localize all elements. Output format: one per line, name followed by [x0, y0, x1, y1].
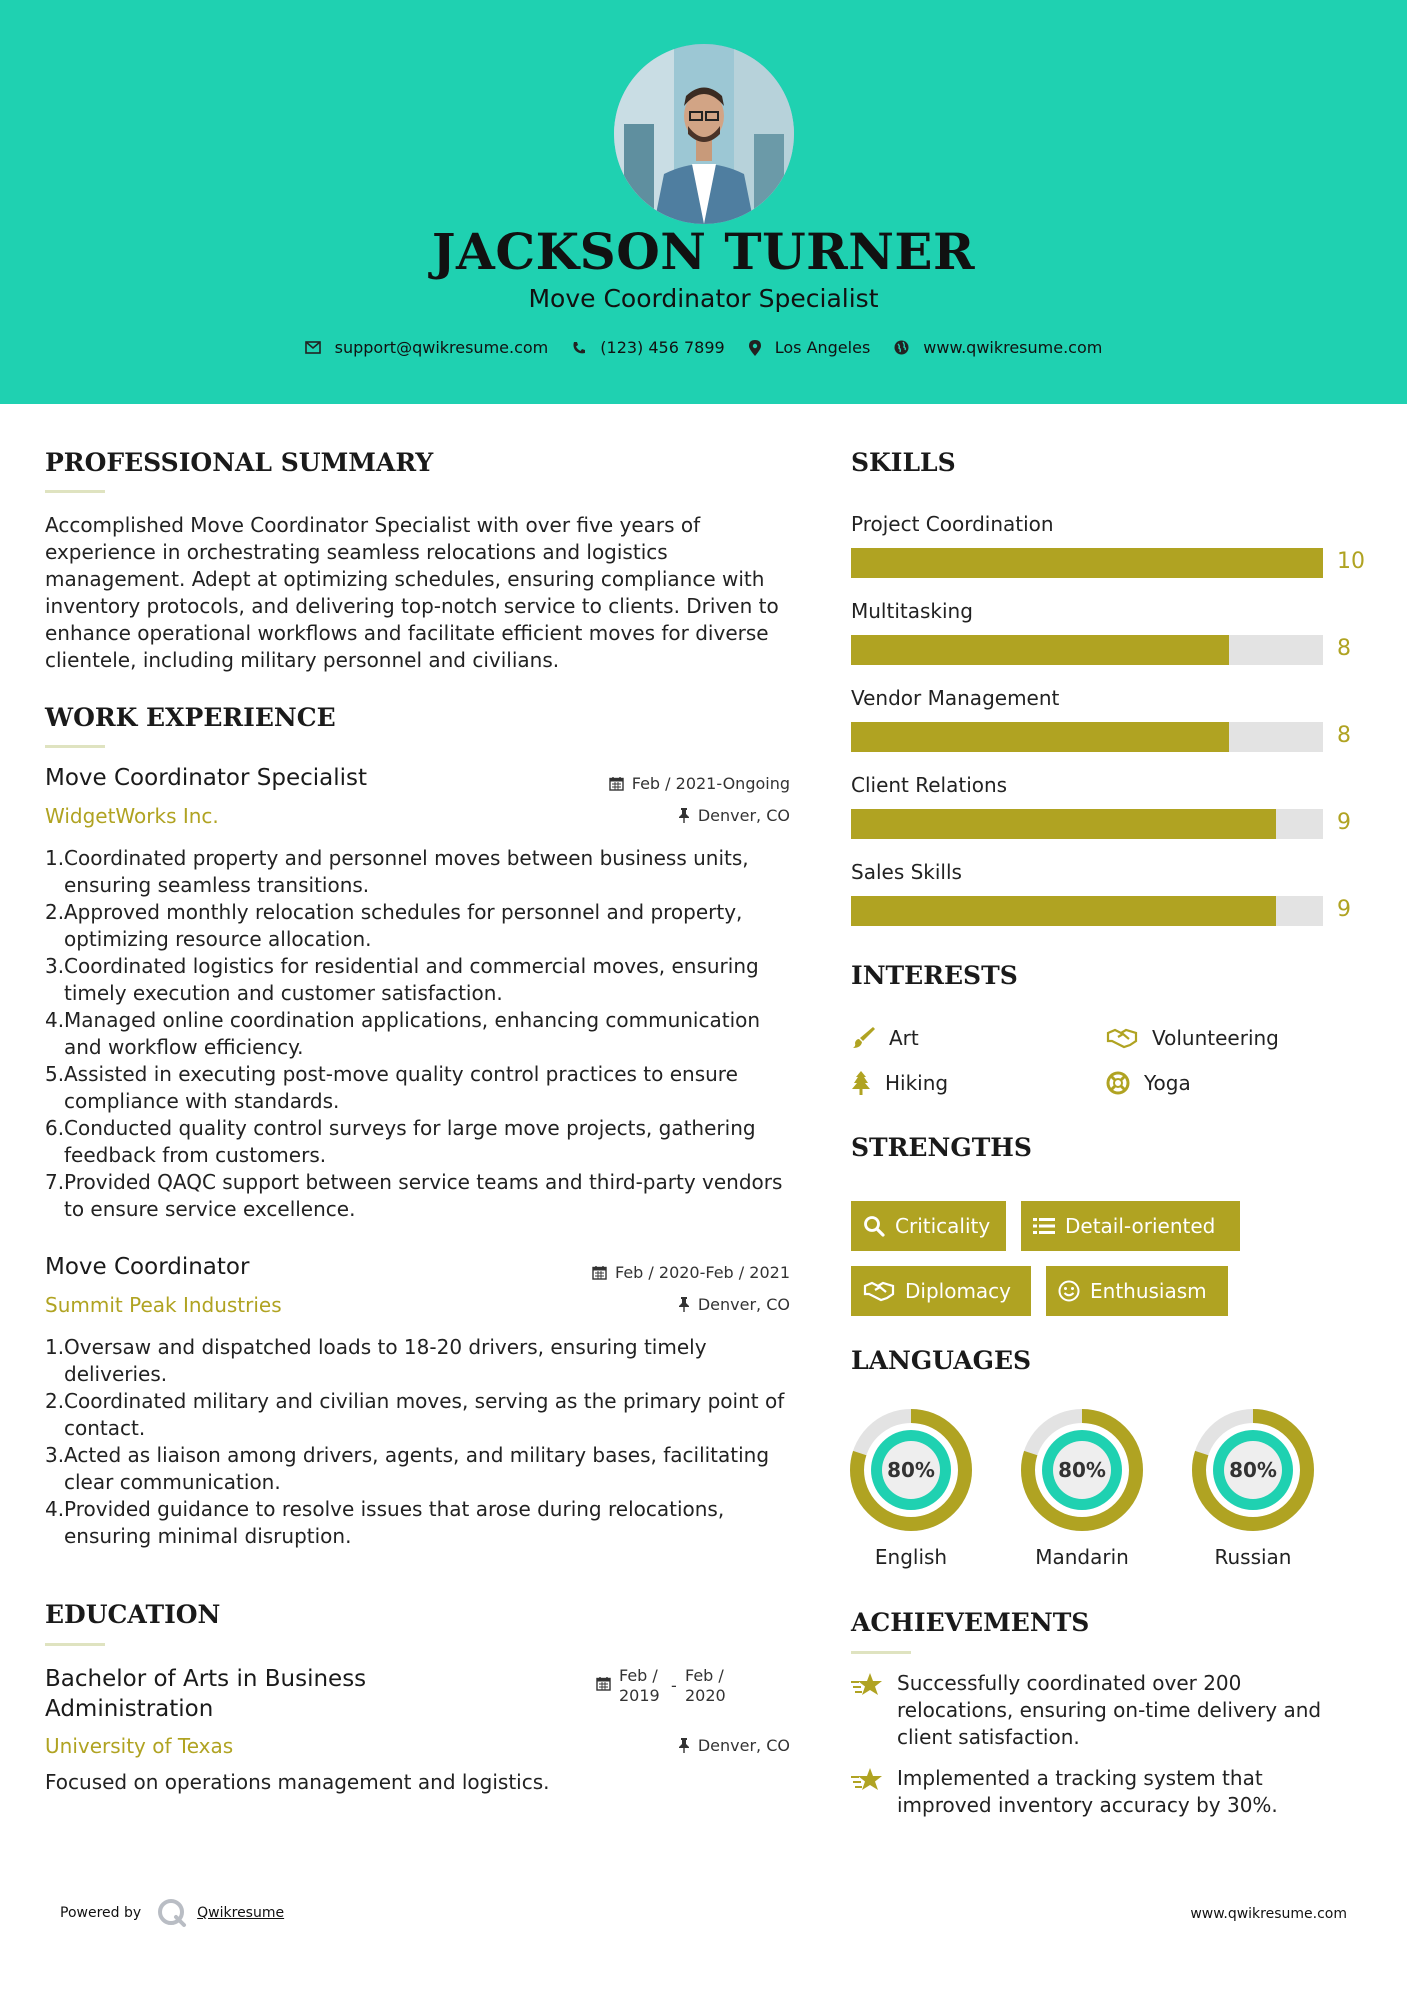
resume-header [0, 0, 1407, 404]
skill-label: Project Coordination [851, 512, 1054, 536]
strength-tag: Enthusiasm [1046, 1266, 1228, 1316]
language-percent: 80% [1229, 1458, 1277, 1482]
education-date-start: Feb / 2019 [619, 1666, 660, 1705]
contact-location [749, 338, 871, 357]
achievements-heading-rule [851, 1651, 911, 1654]
education-heading-rule [45, 1643, 105, 1646]
job-date [560, 774, 790, 793]
phone-text: (123) 456 7899 [600, 338, 725, 357]
list-item: 6. Conducted quality control surveys for large move projects, gathering feedback from customers. [45, 1116, 756, 1167]
education-text: Focused on operations management and logistics. [45, 1770, 550, 1794]
skill-label: Client Relations [851, 773, 1008, 797]
envelope-icon [305, 341, 321, 354]
list-item: 2. Coordinated military and civilian moves, serving as the primary point of contact. [45, 1389, 785, 1440]
skill-value: 9 [1337, 810, 1351, 835]
skill-value: 8 [1337, 636, 1351, 661]
strength-tag: Diplomacy [851, 1266, 1031, 1316]
skill-bar-track [851, 548, 1323, 578]
list-item: 1. Coordinated property and personnel moves between business units, ensuring seamless transitions. [45, 846, 749, 897]
interest-yoga: Yoga [1106, 1071, 1191, 1095]
star-icon [851, 1767, 883, 1793]
experience-heading-rule [45, 745, 105, 748]
summary-heading-rule [45, 490, 105, 493]
tree-icon [851, 1071, 871, 1095]
education-heading: EDUCATION [45, 1600, 221, 1629]
qwikresume-logo-icon [157, 1898, 187, 1928]
powered-by-text: Powered by [60, 1905, 142, 1921]
language-item [1192, 1409, 1314, 1569]
pin-icon [678, 808, 690, 823]
skill-bar-track [851, 635, 1323, 665]
skill-bar-fill [851, 635, 1229, 665]
skill-value: 9 [1337, 897, 1351, 922]
skill-bar-track [851, 722, 1323, 752]
language-percent: 80% [1058, 1458, 1106, 1482]
achievements-heading: ACHIEVEMENTS [851, 1608, 1090, 1637]
skill-value: 10 [1337, 549, 1365, 574]
footer-powered-by [60, 1898, 284, 1928]
interests-heading: INTERESTS [851, 961, 1018, 990]
strengths-heading: STRENGTHS [851, 1133, 1032, 1162]
education-dates [596, 1666, 737, 1706]
skill-bar-fill [851, 722, 1229, 752]
handshake-icon [1106, 1027, 1138, 1049]
education-location-text: Denver, CO [697, 1736, 790, 1755]
language-ring [1192, 1409, 1314, 1531]
language-item [1021, 1409, 1143, 1569]
pin-icon [678, 1738, 690, 1753]
degree-title: Bachelor of Arts in Business Administration [45, 1666, 367, 1722]
email-text: support@qwikresume.com [334, 338, 549, 357]
skill-label: Vendor Management [851, 686, 1060, 710]
list-item: 4. Managed online coordination applications, enhancing communication and workflow efficiency. [45, 1008, 761, 1059]
skill-bar-track [851, 896, 1323, 926]
list-item: 5. Assisted in executing post-move quality control practices to ensure compliance with standards. [45, 1062, 738, 1113]
list-item: 4. Provided guidance to resolve issues that arose during relocations, ensuring minimal disruption. [45, 1497, 725, 1548]
candidate-name: JACKSON TURNER [431, 222, 976, 281]
phone-icon [572, 341, 586, 355]
education-location [560, 1736, 790, 1755]
skill-bar-fill [851, 548, 1323, 578]
skill-bar-fill [851, 896, 1276, 926]
list-item: 3. Coordinated logistics for residential and commercial moves, ensuring timely execution and customer satisfaction. [45, 954, 759, 1005]
education-date-end: Feb / 2020 [685, 1666, 726, 1705]
achievement-item: Implemented a tracking system that improved inventory accuracy by 30%. [851, 1765, 1351, 1819]
skill-label: Sales Skills [851, 860, 962, 884]
job-company: Summit Peak Industries [45, 1293, 282, 1317]
qwikresume-link[interactable]: Qwikresume [197, 1905, 285, 1921]
job-location-text: Denver, CO [697, 1295, 790, 1314]
paint-brush-icon [851, 1026, 875, 1050]
search-icon [863, 1215, 885, 1237]
job-date-text: Feb / 2020-Feb / 2021 [615, 1263, 790, 1282]
skill-bar-track [851, 809, 1323, 839]
smile-icon [1058, 1280, 1080, 1302]
contact-phone[interactable] [572, 338, 724, 357]
education-date-separator: - [671, 1676, 677, 1695]
school-name: University of Texas [45, 1734, 234, 1758]
summary-text: Accomplished Move Coordinator Specialist with over five years of experience in orchestrating seamless relocations and logistics management. Adept at optimizing schedules, ensuring compliance with inventory protocols, and delivering top-notch service to clients. Driven to enhance operational workflows and facilitate efficient moves for diverse clientele, including military personnel and civilians. [45, 513, 779, 672]
achievement-item: Successfully coordinated over 200 relocations, ensuring on-time delivery and client satisfaction. [851, 1670, 1351, 1751]
footer-website[interactable]: www.qwikresume.com [1190, 1906, 1347, 1922]
job-location [560, 1295, 790, 1314]
candidate-role: Move Coordinator Specialist [528, 284, 879, 313]
language-label: Russian [1214, 1545, 1292, 1569]
skills-heading: SKILLS [851, 448, 956, 477]
languages-heading: LANGUAGES [851, 1346, 1032, 1375]
interest-art: Art [851, 1026, 919, 1050]
job-company: WidgetWorks Inc. [45, 804, 219, 828]
map-marker-icon [749, 340, 761, 356]
list-item: 7. Provided QAQC support between service teams and third-party vendors to ensure service excellence. [45, 1170, 783, 1221]
job-date [560, 1263, 790, 1282]
list-item: 2. Approved monthly relocation schedules for personnel and property, optimizing resource allocation. [45, 900, 743, 951]
list-item: 3. Acted as liaison among drivers, agents, and military bases, facilitating clear communication. [45, 1443, 770, 1494]
language-ring [850, 1409, 972, 1531]
interest-hiking: Hiking [851, 1071, 948, 1095]
job-title: Move Coordinator Specialist [45, 765, 368, 791]
strength-tag: Detail-oriented [1021, 1201, 1240, 1251]
skill-bar-fill [851, 809, 1276, 839]
language-item [850, 1409, 972, 1569]
star-icon [851, 1672, 883, 1698]
job-location-text: Denver, CO [697, 806, 790, 825]
experience-heading: WORK EXPERIENCE [45, 703, 336, 732]
language-label: English [874, 1545, 948, 1569]
handshake-icon [863, 1280, 895, 1302]
skill-value: 8 [1337, 723, 1351, 748]
job-duties-list [45, 845, 795, 1223]
contact-email[interactable] [305, 338, 549, 357]
language-ring [1021, 1409, 1143, 1531]
pin-icon [678, 1297, 690, 1312]
website-text: www.qwikresume.com [923, 338, 1103, 357]
location-text: Los Angeles [774, 338, 871, 357]
globe-icon [894, 340, 909, 355]
life-ring-icon [1106, 1071, 1130, 1095]
job-date-text: Feb / 2021-Ongoing [631, 774, 790, 793]
contact-website[interactable] [894, 338, 1102, 357]
strength-tag: Criticality [851, 1201, 1006, 1251]
job-location [560, 806, 790, 825]
list-icon [1033, 1217, 1055, 1235]
list-item: 1. Oversaw and dispatched loads to 18-20 drivers, ensuring timely deliveries. [45, 1335, 707, 1386]
language-percent: 80% [887, 1458, 935, 1482]
profile-photo [614, 44, 794, 224]
language-label: Mandarin [1035, 1545, 1129, 1569]
interest-volunteering: Volunteering [1106, 1026, 1279, 1050]
calendar-icon [609, 776, 624, 791]
job-title: Move Coordinator [45, 1254, 250, 1280]
summary-heading: PROFESSIONAL SUMMARY [45, 448, 434, 477]
calendar-icon [596, 1676, 611, 1691]
skill-label: Multitasking [851, 599, 973, 623]
calendar-icon [592, 1265, 607, 1280]
contact-bar [0, 338, 1407, 357]
job-duties-list [45, 1334, 795, 1550]
